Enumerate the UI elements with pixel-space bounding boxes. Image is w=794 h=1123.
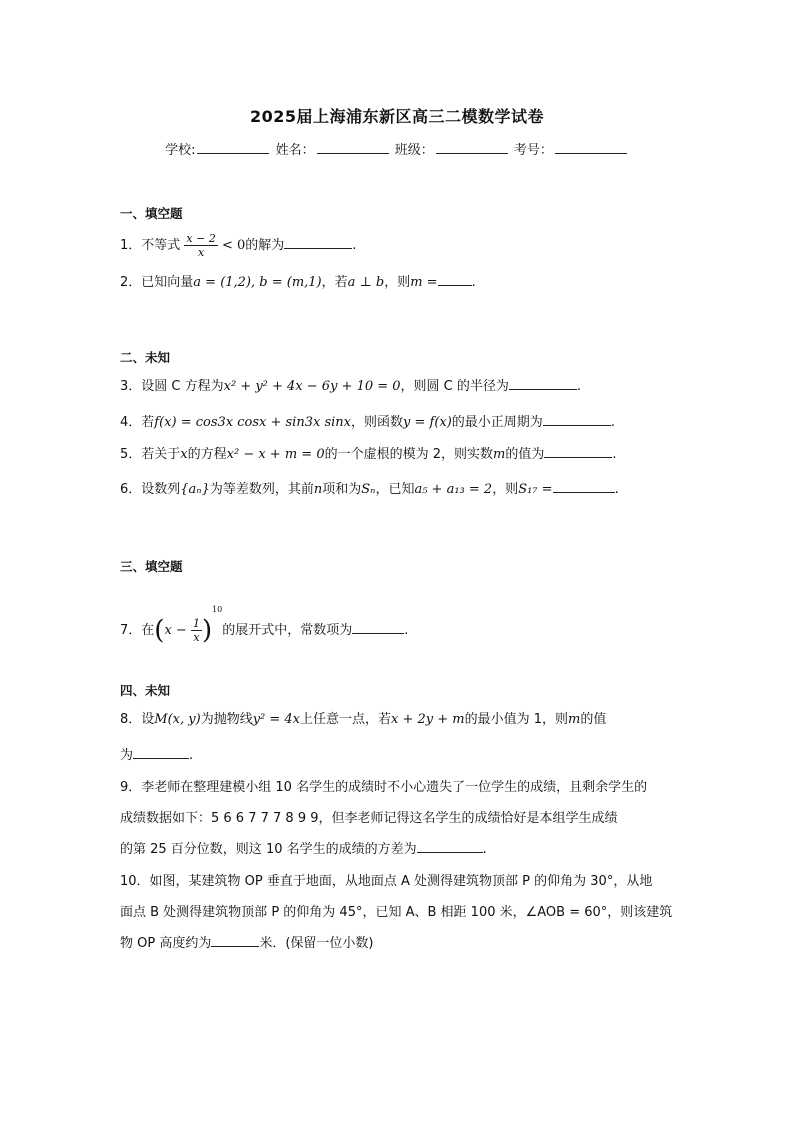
q6-mid: 为等差数列，其前 [209, 482, 314, 497]
q4-end: . [610, 415, 615, 430]
q2-lead: 2．已知向量 [120, 275, 194, 290]
q6-n: n [313, 482, 323, 497]
q8-lead: 8．设 [120, 712, 155, 727]
q10-answer-blank[interactable] [211, 934, 259, 947]
q4-lead: 4．若 [120, 415, 155, 430]
q8-tail2: 的值 [580, 712, 607, 727]
q7-answer-blank[interactable] [352, 621, 404, 634]
q2-m: m = [410, 275, 438, 290]
q9-line3-text: 的第 25 百分位数，则这 10 名学生的成绩的方差为 [120, 842, 417, 857]
q2-vectors: a = (1,2), b = (m,1) [193, 275, 322, 290]
q4-answer-blank[interactable] [543, 413, 611, 426]
q1-answer-blank[interactable] [284, 236, 352, 249]
q4-function: y = f(x) [403, 415, 452, 430]
q8-line2-text: 为 [120, 748, 134, 763]
q7-lead: 7．在 [120, 623, 155, 638]
q10-line2: 面点 B 处测得建筑物顶部 P 的仰角为 45°，已知 A、B 相距 100 米，∠AOB = 60°，则该建筑 [120, 905, 673, 920]
q10-line3 [120, 928, 680, 959]
q5-x: x [180, 447, 188, 462]
q9-line2: 成绩数据如下：5 6 6 7 7 7 8 9 9，但李老师记得这名学生的成绩恰好是本组学生成绩 [120, 811, 618, 826]
q1-relation: < 0 [221, 238, 246, 253]
q10-line3-tail: 米．(保留一位小数) [259, 936, 374, 951]
q8-end: . [189, 748, 194, 763]
q9-line3 [120, 834, 680, 865]
q4-tail: 的最小正周期为 [451, 415, 543, 430]
q3-lead: 3．设圆 C 方程为 [120, 379, 224, 394]
name-label: 姓名： [275, 143, 315, 158]
q4-mid: ，则函数 [350, 415, 403, 430]
q6-answer-blank[interactable] [553, 480, 615, 493]
q8-point: M(x, y) [154, 712, 201, 727]
q7-left-paren: ( [154, 615, 165, 646]
q10-line1: 10．如图，某建筑物 OP 垂直于地面，从地面点 A 处测得建筑物顶部 P 的仰角为 30°，从地 [120, 874, 653, 889]
question-8-line2 [120, 746, 193, 766]
q7-exponent: 10 [212, 605, 223, 614]
q3-answer-blank[interactable] [509, 377, 577, 390]
q7-x: x − [164, 623, 187, 638]
q8-tail: 的最小值为 1，则 [464, 712, 569, 727]
q1-fraction [184, 232, 217, 259]
q1-tail: 的解为 [245, 238, 285, 253]
class-blank[interactable] [436, 141, 508, 154]
q5-answer-blank[interactable] [544, 445, 612, 458]
q7-tail: 的展开式中，常数项为 [222, 623, 353, 638]
q6-equation: a₅ + a₁₃ = 2 [414, 482, 493, 497]
q3-tail: ，则圆 C 的半径为 [400, 379, 509, 394]
q4-equation: f(x) = cos3x cosx + sin3x sinx [154, 415, 351, 430]
q10-line3-text: 物 OP 高度约为 [120, 936, 212, 951]
q7-frac-den: x [193, 631, 200, 644]
question-10 [120, 866, 680, 959]
q1-end: . [352, 238, 357, 253]
question-1 [120, 232, 356, 259]
exam-no-blank[interactable] [555, 141, 627, 154]
q7-right-paren: ) [201, 615, 213, 646]
section-heading-1: 一、填空题 [120, 206, 183, 221]
q8-mid: 为抛物线 [200, 712, 253, 727]
q6-lead: 6．设数列 [120, 482, 181, 497]
q9-line1: 9．李老师在整理建模小组 10 名学生的成绩时不小心遗失了一位学生的成绩，且剩余学生的 [120, 780, 648, 795]
q2-mid: ，若 [321, 275, 348, 290]
page-title: 2025届上海浦东新区高三二模数学试卷 [249, 107, 545, 126]
q6-tail: ，则 [492, 482, 519, 497]
q3-end: . [576, 379, 582, 394]
q8-mid2: 上任意一点，若 [300, 712, 392, 727]
question-9 [120, 772, 680, 865]
q8-parabola: y² = 4x [252, 712, 301, 727]
q5-end: . [612, 447, 617, 462]
question-4 [120, 413, 615, 433]
q7-fraction [191, 617, 202, 644]
q1-frac-den: x [198, 246, 205, 259]
student-info-line [0, 139, 794, 158]
q5-tail: 的一个虚根的模为 2，则实数 [324, 447, 493, 462]
q7-end: . [404, 623, 409, 638]
section-heading-2: 二、未知 [120, 350, 171, 365]
q2-perp: a ⊥ b [347, 275, 385, 290]
q6-mid2: 项和为 [322, 482, 362, 497]
name-blank[interactable] [317, 141, 389, 154]
question-7 [120, 590, 408, 651]
question-5 [120, 445, 616, 465]
section-heading-4: 四、未知 [120, 683, 171, 698]
q8-expression: x + 2y + m [391, 712, 465, 727]
class-label: 班级： [394, 143, 434, 158]
q5-equation: x² − x + m = 0 [226, 447, 325, 462]
q6-sequence: {aₙ} [180, 482, 210, 497]
question-2 [120, 273, 476, 293]
q5-m: m [493, 447, 506, 462]
q1-lead: 1．不等式 [120, 238, 181, 253]
q7-frac-num: 1 [192, 617, 200, 630]
q5-mid: 的方程 [187, 447, 227, 462]
question-3 [120, 377, 581, 397]
q8-m: m [568, 712, 581, 727]
q6-end: . [614, 482, 619, 497]
q2-end: . [471, 275, 476, 290]
q6-mid3: ，已知 [375, 482, 415, 497]
q6-s17: S₁₇ = [518, 482, 553, 497]
q8-answer-blank[interactable] [133, 746, 189, 759]
school-blank[interactable] [197, 141, 269, 154]
q6-sn: Sₙ [361, 482, 376, 497]
q1-frac-num: x − 2 [186, 232, 216, 245]
question-6 [120, 480, 619, 500]
q2-tail: ，则 [384, 275, 411, 290]
q2-answer-blank[interactable] [438, 273, 472, 286]
q9-end: . [482, 842, 487, 857]
section-heading-3: 三、填空题 [120, 559, 183, 574]
school-label: 学校: [165, 143, 196, 158]
q5-tail2: 的值为 [505, 447, 545, 462]
q9-answer-blank[interactable] [417, 840, 483, 853]
question-8 [120, 710, 606, 730]
exam-no-label: 考号： [513, 143, 553, 158]
q3-equation: x² + y² + 4x − 6y + 10 = 0 [223, 379, 401, 394]
q5-lead: 5．若关于 [120, 447, 181, 462]
